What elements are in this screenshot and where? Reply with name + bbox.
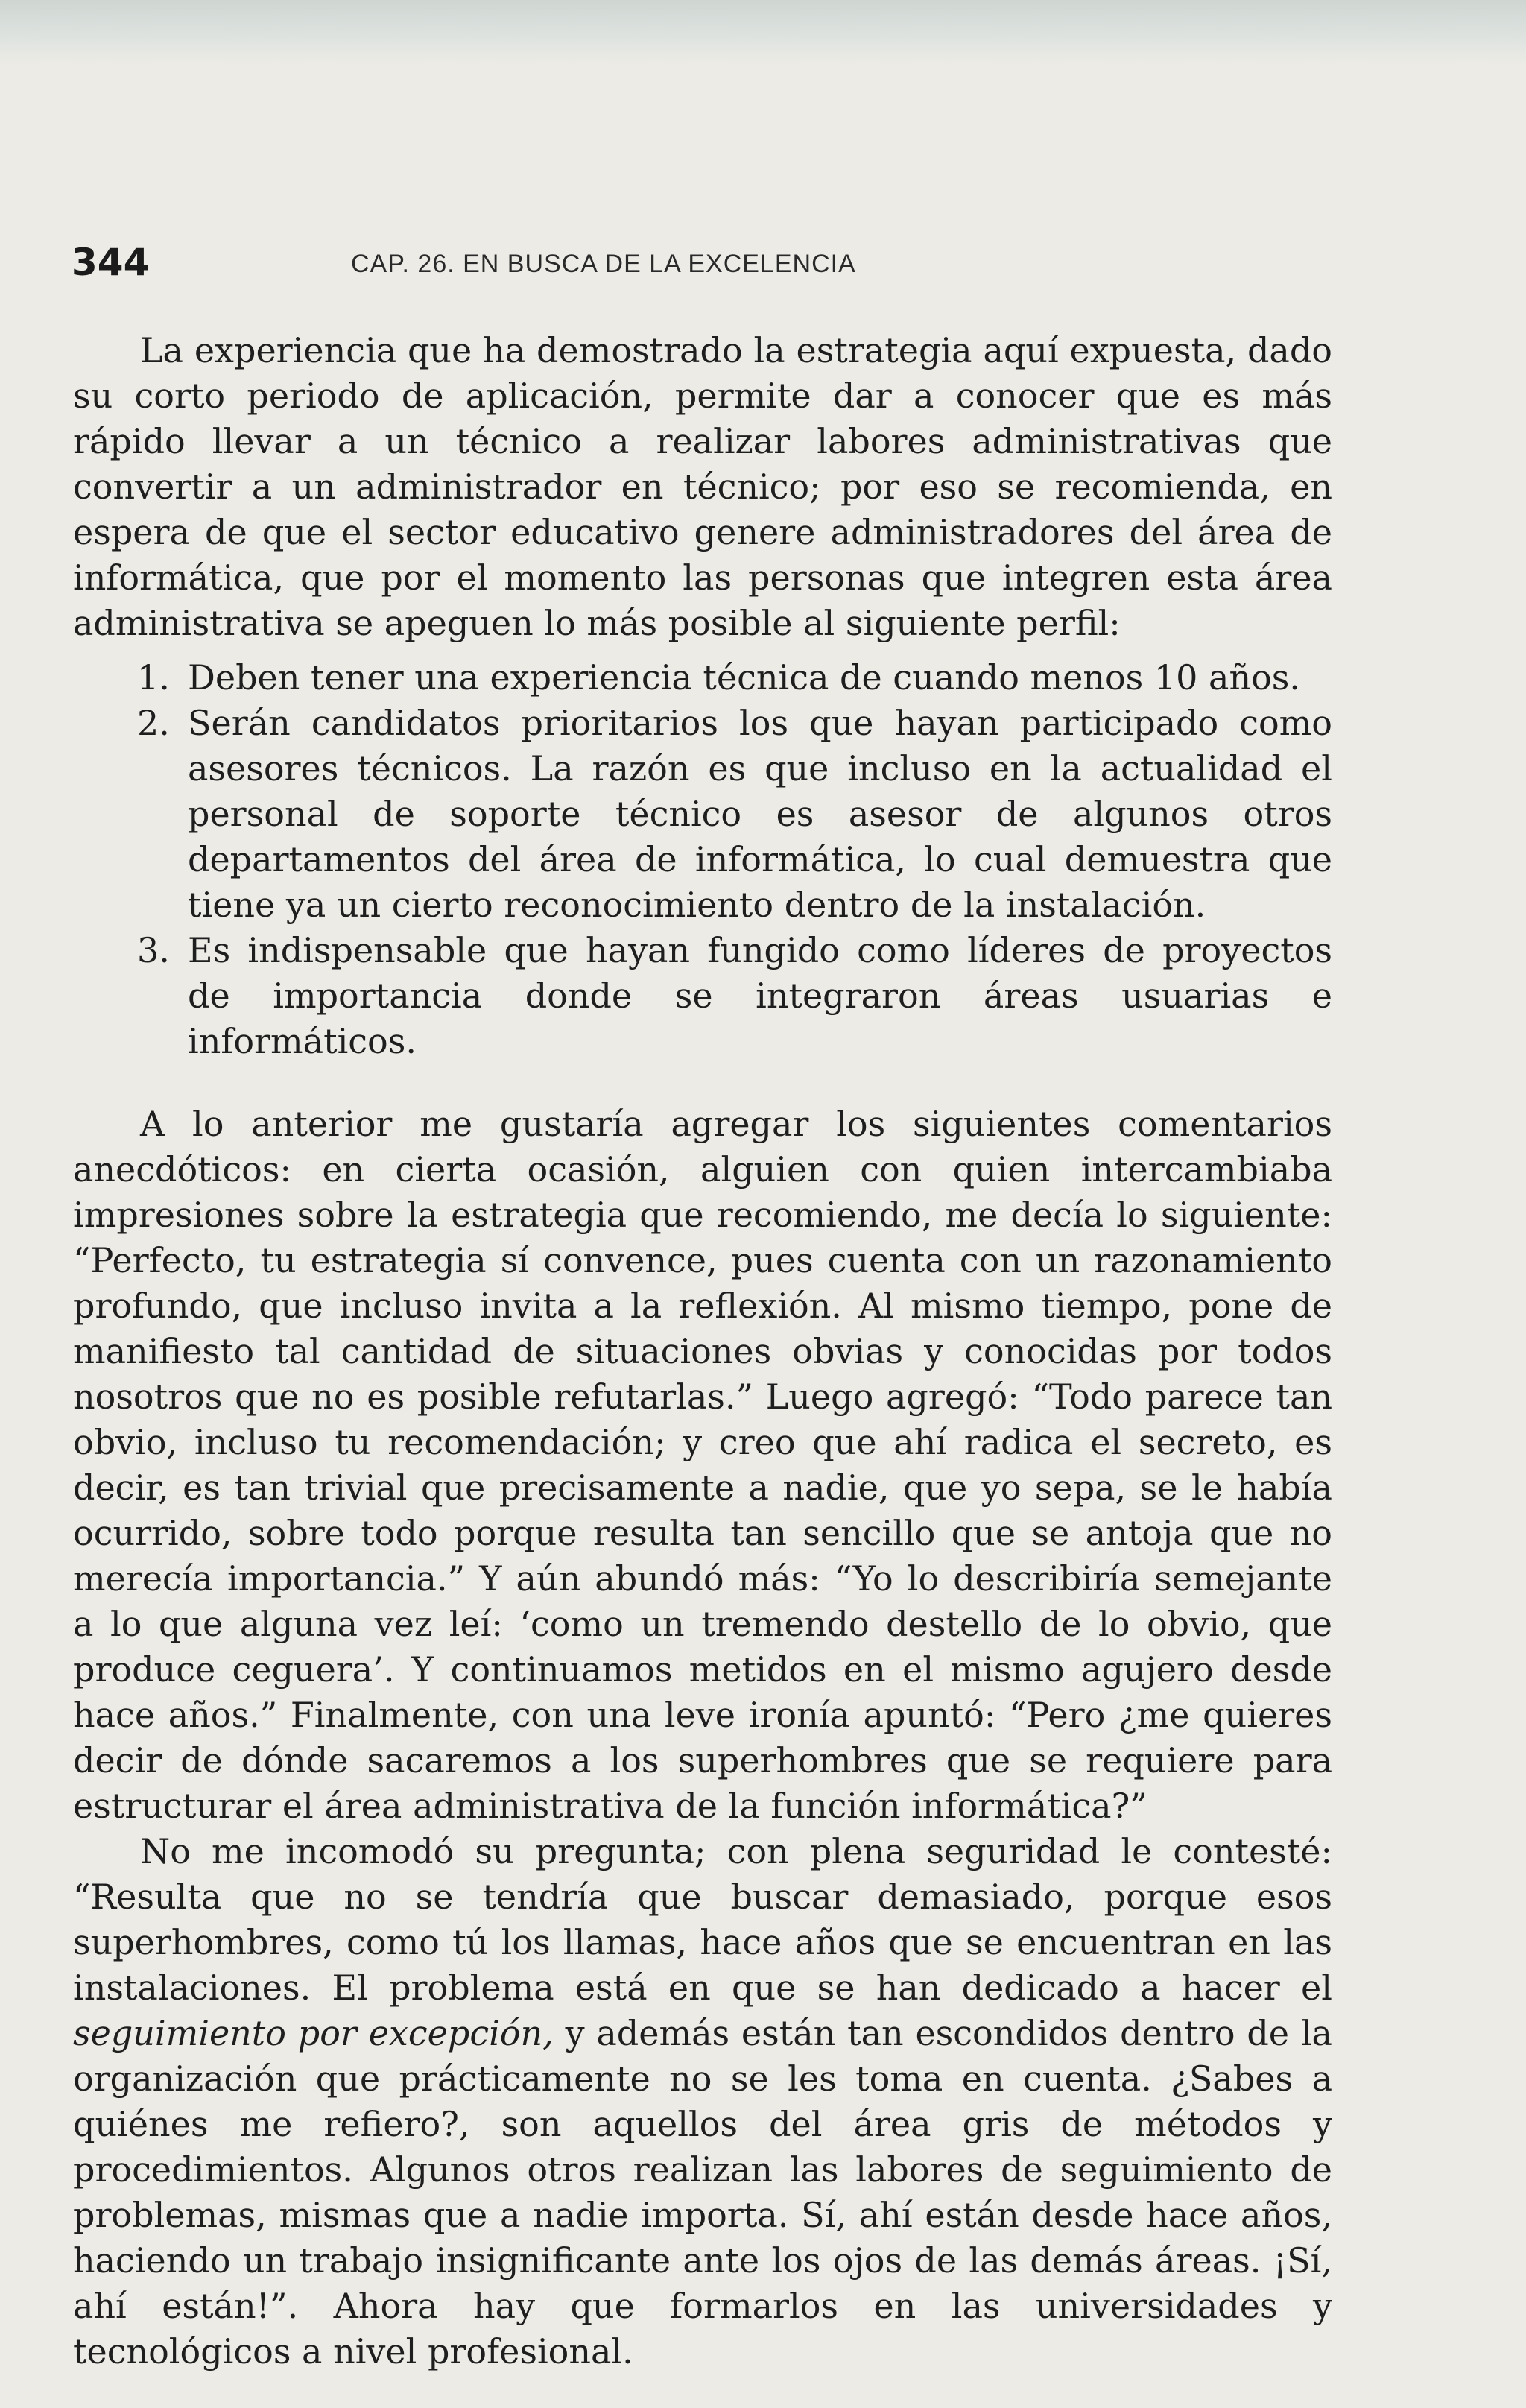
paragraph-gap	[73, 1064, 1332, 1102]
list-item-number: 3.	[137, 930, 170, 970]
profile-list	[73, 655, 1332, 1064]
list-item	[73, 928, 1332, 1064]
page-number: 344	[72, 241, 150, 284]
page-header	[72, 240, 1338, 285]
paragraph-answer	[73, 1829, 1332, 2374]
paragraph-anecdote: A lo anterior me gustaría agregar los siguientes comentarios anecdóticos: en cierta ocasión, alguien con quien intercambiaba impresiones sobre la estrategia que recomiendo, me decía lo siguiente: “Perfecto, tu estrategia sí convence, pues cuenta con un razonamiento profundo, que incluso invita a la reflexión. Al mismo tiempo, pone de manifiesto tal cantidad de situaciones obvias y conocidas por todos nosotros que no es posible refutarlas.” Luego agregó: “Todo parece tan obvio, incluso tu recomendación; y creo que ahí radica el secreto, es decir, es tan trivial que precisamente a nadie, que yo sepa, se le había ocurrido, sobre todo porque resulta tan sencillo que se antoja que no merecía importancia.” Y aún abundó más: “Yo lo describiría semejante a lo que alguna vez leí: ‘como un tremendo destello de lo obvio, que produce ceguera’. Y continuamos metidos en el mismo agujero desde hace años.” Finalmente, con una leve ironía apuntó: “Pero ¿me quieres decir de dónde sacaremos a los superhombres que se requiere para estructurar el área administrativa de la función informática?”	[73, 1104, 1332, 1826]
body-text	[73, 328, 1332, 2374]
scan-edge-shadow	[0, 0, 1526, 64]
list-item-number: 1.	[137, 657, 170, 698]
list-item-number: 2.	[137, 703, 170, 743]
answer-text-end: y además están tan escondidos dentro de la organización que prácticamente no se les toma en cuenta. ¿Sabes a quiénes me refiero?, son aquellos del área gris de métodos y procedimientos. Algunos otros realizan las labores de seguimiento de problemas, mismas que a nadie importa. Sí, ahí están desde hace años, haciendo un trabajo insignificante ante los ojos de las demás áreas. ¡Sí, ahí están!”. Ahora hay que formarlos en las universidades y tecnológicos a nivel profesional.	[73, 2013, 1332, 2371]
list-item-text: Deben tener una experiencia técnica de cuando menos 10 años.	[188, 657, 1301, 698]
running-head: CAP. 26. EN BUSCA DE LA EXCELENCIA	[351, 250, 856, 278]
answer-italic-phrase: seguimiento por excepción,	[73, 2013, 554, 2053]
answer-text-start: No me incomodó su pregunta; con plena seguridad le contesté: “Resulta que no se tendría que buscar demasiado, porque esos superhombres, como tú los llamas, hace años que se encuentran en las instalaciones. El problema está en que se han dedicado a hacer el	[73, 1831, 1332, 2008]
list-item-text: Es indispensable que hayan fungido como líderes de proyectos de importancia donde se integraron áreas usuarias e informáticos.	[188, 930, 1332, 1061]
paragraph-intro: La experiencia que ha demostrado la estrategia aquí expuesta, dado su corto periodo de aplicación, permite dar a conocer que es más rápido llevar a un técnico a realizar labores administrativas que convertir a un administrador en técnico; por eso se recomienda, en espera de que el sector educativo genere administradores del área de informática, que por el momento las personas que integren esta área administrativa se apeguen lo más posible al siguiente perfil:	[73, 330, 1332, 643]
list-item	[73, 655, 1332, 701]
list-item	[73, 701, 1332, 928]
list-item-text: Serán candidatos prioritarios los que hayan participado como asesores técnicos. La razón es que incluso en la actualidad el personal de soporte técnico es asesor de algunos otros departamentos del área de informática, lo cual demuestra que tiene ya un cierto reconocimiento dentro de la instalación.	[188, 703, 1332, 925]
